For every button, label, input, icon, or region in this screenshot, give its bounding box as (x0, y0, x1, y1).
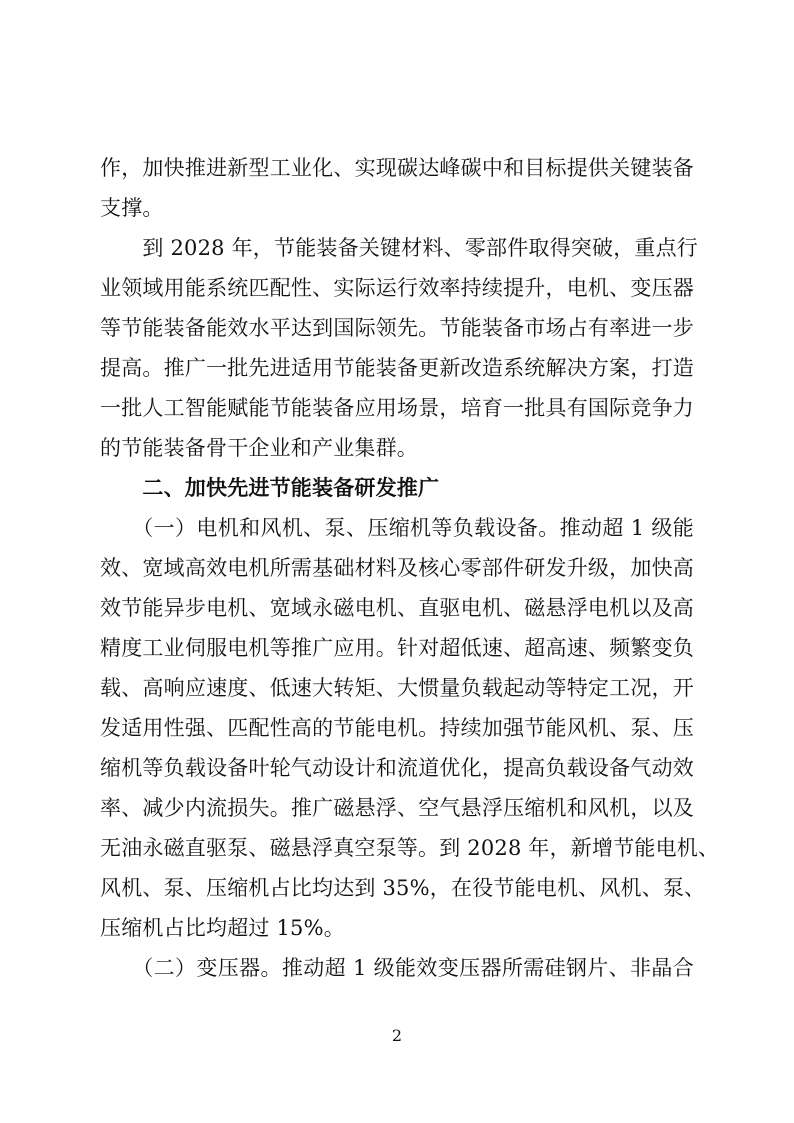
body-text-line: 一批人工智能赋能节能装备应用场景，培育一批具有国际竞争力 (100, 396, 694, 420)
body-text-line: 风机、泵、压缩机占比均达到 35%，在役节能电机、风机、泵、 (100, 876, 706, 900)
body-text-line: 业领域用能系统匹配性、实际运行效率持续提升，电机、变压器 (100, 276, 694, 300)
body-text-line: 无油永磁直驱泵、磁悬浮真空泵等。到 2028 年，新增节能电机、 (100, 836, 720, 860)
body-text-line: 效、宽域高效电机所需基础材料及核心零部件研发升级，加快高 (100, 556, 694, 580)
body-text-line: 发适用性强、匹配性高的节能电机。持续加强节能风机、泵、压 (100, 716, 694, 740)
body-text-line: 作，加快推进新型工业化、实现碳达峰碳中和目标提供关键装备 (100, 156, 694, 180)
body-text-line: 精度工业伺服电机等推广应用。针对超低速、超高速、频繁变负 (100, 636, 694, 660)
page-number: 2 (391, 1026, 403, 1045)
body-text-line: 效节能异步电机、宽域永磁电机、直驱电机、磁悬浮电机以及高 (100, 596, 694, 620)
body-text-line: 支撑。 (100, 196, 164, 220)
body-text-line: 载、高响应速度、低速大转矩、大惯量负载起动等特定工况，开 (100, 676, 694, 700)
body-text-line: 提高。推广一批先进适用节能装备更新改造系统解决方案，打造 (100, 356, 694, 380)
body-text-line: 缩机等负载设备叶轮气动设计和流道优化，提高负载设备气动效 (100, 756, 694, 780)
section-heading: 二、加快先进节能装备研发推广 (100, 476, 440, 500)
body-text-line: 的节能装备骨干企业和产业集群。 (100, 436, 418, 460)
body-text-line: （二）变压器。推动超 1 级能效变压器所需硅钢片、非晶合 (100, 956, 694, 980)
body-text-line: 等节能装备能效水平达到国际领先。节能装备市场占有率进一步 (100, 316, 694, 340)
body-text-line: 到 2028 年，节能装备关键材料、零部件取得突破，重点行 (100, 236, 698, 260)
body-text-line: 率、减少内流损失。推广磁悬浮、空气悬浮压缩机和风机，以及 (100, 796, 694, 820)
body-text-line: （一）电机和风机、泵、压缩机等负载设备。推动超 1 级能 (100, 516, 694, 540)
body-text-line: 压缩机占比均超过 15%。 (100, 916, 345, 940)
